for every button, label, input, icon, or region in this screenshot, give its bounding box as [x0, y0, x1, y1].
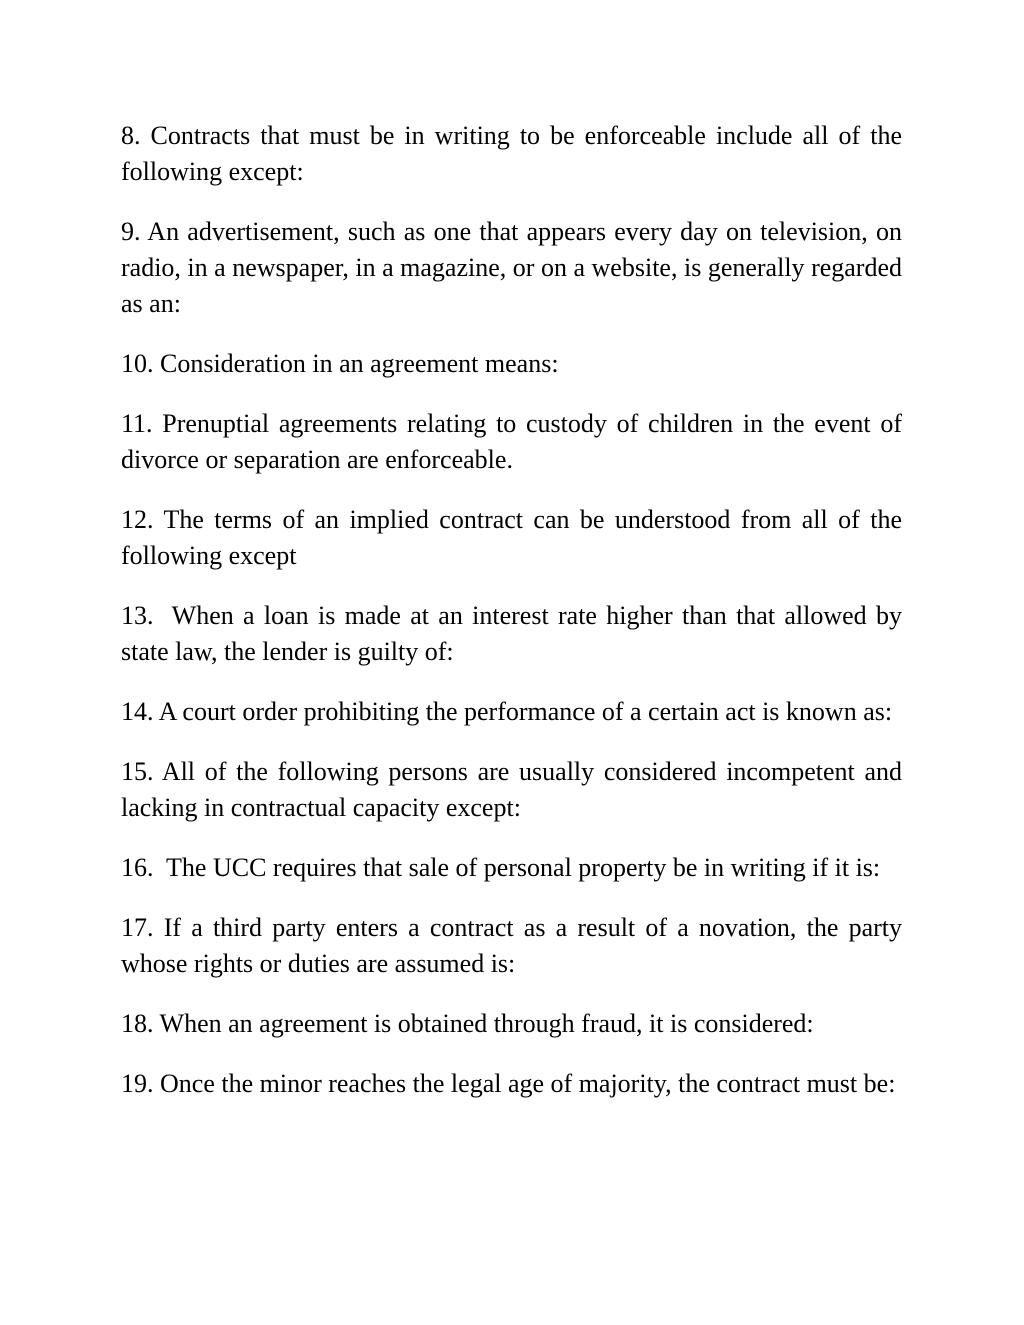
question-9: 9. An advertisement, such as one that appears every day on television, on radio, in a newspaper, in a magazine, or on a website, is generally regarded as an: — [121, 217, 909, 318]
question-14: 14. A court order prohibiting the performance of a certain act is known as: — [121, 697, 893, 726]
question-19: 19. Once the minor reaches the legal age of majority, the contract must be: — [121, 1069, 896, 1098]
question-list — [121, 118, 909, 1126]
question-17: 17. If a third party enters a contract as a result of a novation, the party whose rights or duties are assumed is: — [121, 913, 909, 978]
question-8: 8. Contracts that must be in writing to be enforceable include all of the following except: — [121, 121, 909, 186]
question-18: 18. When an agreement is obtained through fraud, it is considered: — [121, 1009, 814, 1038]
question-11: 11. Prenuptial agreements relating to custody of children in the event of divorce or separation are enforceable. — [121, 409, 909, 474]
question-12: 12. The terms of an implied contract can be understood from all of the following except — [121, 505, 909, 570]
question-13: 13. When a loan is made at an interest rate higher than that allowed by state law, the lender is guilty of: — [121, 601, 909, 666]
question-10: 10. Consideration in an agreement means: — [121, 349, 559, 378]
question-15: 15. All of the following persons are usually considered incompetent and lacking in contractual capacity except: — [121, 757, 909, 822]
question-16: 16. The UCC requires that sale of personal property be in writing if it is: — [121, 853, 881, 882]
